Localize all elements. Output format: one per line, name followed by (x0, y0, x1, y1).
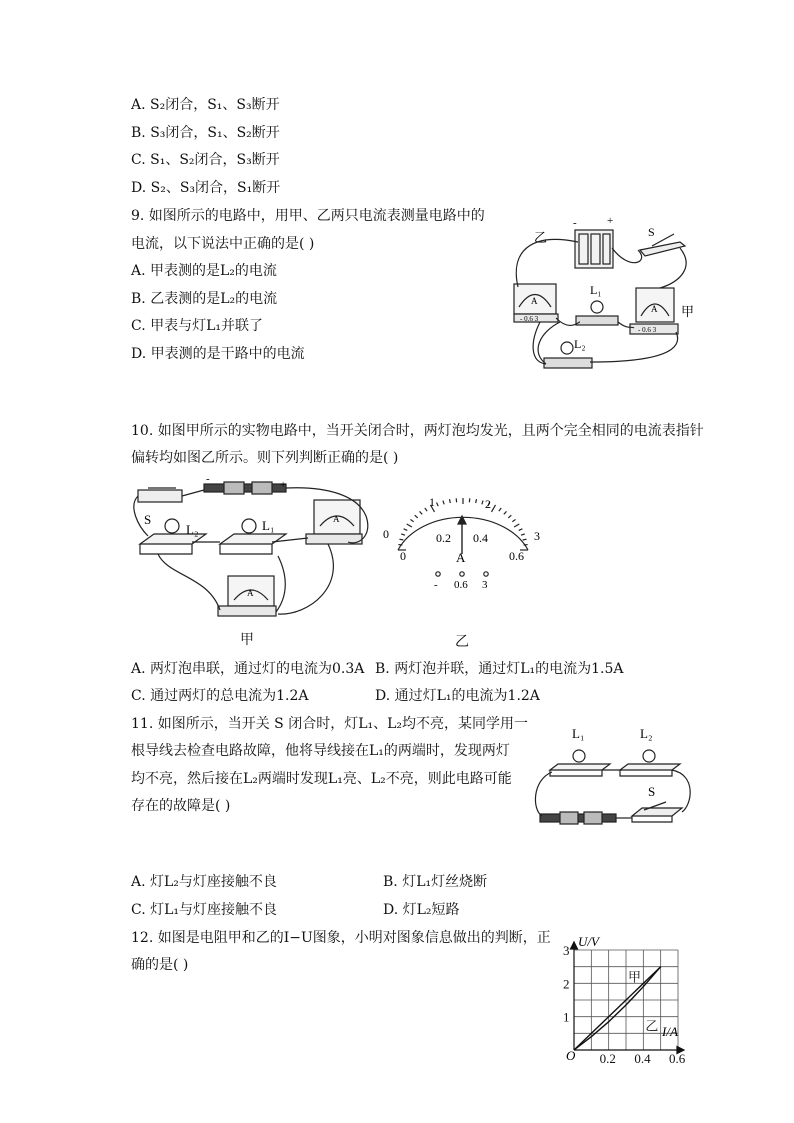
q10-figure-jia (128, 476, 380, 626)
meter-tick (437, 502, 439, 506)
meter-tick (407, 524, 412, 527)
meter-lower-04: 0.4 (473, 531, 488, 545)
meter-tick (523, 539, 527, 540)
q9-meter-jia-a: A (651, 304, 658, 314)
q12-stem-line2: 确的是( ) (131, 957, 189, 973)
q8-option-c: C. S₁、S₂闭合，S₃断开 (131, 152, 280, 168)
q9-label-jia: 甲 (681, 304, 695, 319)
q10-label-s: S (144, 512, 152, 527)
meter-upper-0: 0 (383, 527, 389, 541)
y-axis-arrow (571, 942, 578, 949)
meter-lower-06: 0.6 (509, 549, 524, 563)
y-tick-label: 1 (563, 1009, 570, 1025)
meter-tick (415, 515, 418, 518)
x-tick-label: 0.2 (599, 1051, 616, 1064)
meter-tick (504, 511, 507, 514)
q10-option-d: D. 通过灯L₁的电流为1.2A (375, 688, 540, 704)
meter-lower-02: 0.2 (436, 531, 451, 545)
q9-meter-yi-a: A (531, 296, 538, 306)
meter-terminal-minus: - (434, 579, 438, 591)
q9-option-a: A. 甲表测的是L₂的电流 (131, 263, 277, 279)
meter-tick (399, 539, 403, 540)
meter-tick (519, 529, 523, 531)
meter-tick (476, 499, 477, 503)
q11-option-a: A. 灯L₂与灯座接触不良 (131, 874, 277, 890)
q11-option-d: D. 灯L₂短路 (383, 902, 460, 918)
q10-ammeter-figure (378, 492, 548, 602)
q10-stem-line1: 10. 如图甲所示的实物电路中，当开关闭合时，两灯泡均发光，且两个完全相同的电流表指针 (131, 423, 704, 439)
q8-option-a: A. S₂闭合，S₁、S₃断开 (131, 97, 280, 113)
q9-battery-minus: - (573, 217, 577, 229)
q11-label-s: S (648, 784, 656, 799)
q9-meter-jia-terminals: - 0.6 3 (638, 326, 657, 334)
q11-stem-line1: 11. 如图所示，当开关 S 闭合时，灯L₁、L₂均不亮，某同学用一 (131, 716, 529, 732)
series-label-1: 乙 (645, 1018, 659, 1034)
meter-tick (492, 505, 496, 512)
meter-tick (512, 519, 515, 521)
meter-tick (449, 499, 450, 503)
meter-upper-3: 3 (534, 529, 540, 543)
q9-meter-yi-terminals: - 0.6 3 (520, 315, 539, 323)
meter-upper-2: 2 (485, 497, 491, 511)
x-axis-label: I/A (662, 1024, 678, 1039)
q11-stem-line2: 根导线去检查电路故障，他将导线接在L₁的两端时，发现两灯 (131, 743, 510, 759)
x-tick-label: 0.6 (669, 1051, 686, 1064)
series-label-0: 甲 (628, 969, 642, 985)
q9-option-b: B. 乙表测的是L₂的电流 (131, 291, 278, 307)
q10-option-a: A. 两灯泡串联，通过灯的电流为0.3A (131, 661, 365, 677)
q11-label-l2: L₂ (640, 726, 653, 741)
q11-stem-line3: 均不亮，然后接在L₂两端时发现L₁亮、L₂不亮，则此电路可能 (131, 771, 512, 787)
q10-stem-line2: 偏转均如图乙所示。则下列判断正确的是( ) (131, 450, 399, 466)
q11-circuit-figure (532, 720, 702, 832)
q9-stem-line1: 9. 如图所示的电路中，用甲、乙两只电流表测量电路中的 (131, 208, 485, 224)
q9-label-yi: 乙 (534, 230, 548, 245)
meter-tick (521, 534, 525, 535)
origin-label: O (566, 1048, 576, 1063)
q10-caption-yi: 乙 (455, 634, 469, 650)
q10-meter-right-a: A (333, 514, 340, 524)
q9-option-d: D. 甲表测的是干路中的电流 (131, 346, 305, 362)
meter-tick (443, 501, 444, 505)
x-tick-label: 0.4 (634, 1051, 651, 1064)
meter-tick (508, 515, 511, 518)
meter-terminal-3: 3 (482, 579, 488, 591)
meter-tick (482, 501, 483, 505)
q9-option-c: C. 甲表与灯L₁并联了 (131, 318, 264, 334)
q9-label-l1: L₁ (590, 283, 602, 297)
meter-tick (425, 508, 427, 511)
iu-chart (556, 934, 696, 1064)
q10-battery-minus: - (206, 476, 210, 485)
q11-stem-line4: 存在的故障是( ) (131, 798, 231, 814)
q8-option-b: B. S₃闭合，S₁、S₂断开 (131, 125, 280, 141)
meter-tick (420, 511, 423, 514)
q9-battery-plus: + (607, 215, 614, 227)
meter-lower-0: 0 (400, 549, 406, 563)
meter-upper-1: 1 (429, 495, 435, 509)
q9-stem-line2: 电流，以下说法中正确的是( ) (131, 236, 315, 252)
meter-terminal-06: 0.6 (454, 579, 468, 591)
q9-circuit-figure (500, 212, 700, 374)
q9-label-l2: L₂ (574, 337, 586, 351)
meter-tick (410, 519, 413, 521)
q10-label-l2: L₂ (186, 522, 199, 537)
q8-option-d: D. S₂、S₃闭合，S₁断开 (131, 180, 281, 196)
q12-stem-line1: 12. 如图是电阻甲和乙的I−U图象，小明对图象信息做出的判断，正 (131, 930, 551, 946)
y-axis-label: U/V (578, 934, 599, 949)
y-tick-label: 3 (563, 943, 570, 958)
q10-meter-bottom-a: A (247, 588, 254, 598)
meter-tick (499, 508, 501, 511)
q11-option-c: C. 灯L₁与灯座接触不良 (131, 902, 278, 918)
q9-label-s: S (648, 225, 655, 239)
q11-label-l1: L₁ (572, 726, 585, 741)
y-tick-label: 2 (563, 976, 570, 992)
meter-unit: A (456, 550, 466, 565)
q10-option-c: C. 通过两灯的总电流为1.2A (131, 688, 309, 704)
q10-label-l1: L₁ (262, 518, 275, 533)
meter-tick (401, 534, 405, 535)
meter-tick (514, 524, 519, 527)
q10-battery-plus: + (280, 479, 287, 491)
q10-option-b: B. 两灯泡并联，通过灯L₁的电流为1.5A (375, 661, 624, 677)
q10-caption-jia: 甲 (240, 632, 254, 648)
q11-option-b: B. 灯L₁灯丝烧断 (383, 874, 488, 890)
meter-tick (404, 529, 408, 531)
series-line-0 (574, 967, 661, 1050)
